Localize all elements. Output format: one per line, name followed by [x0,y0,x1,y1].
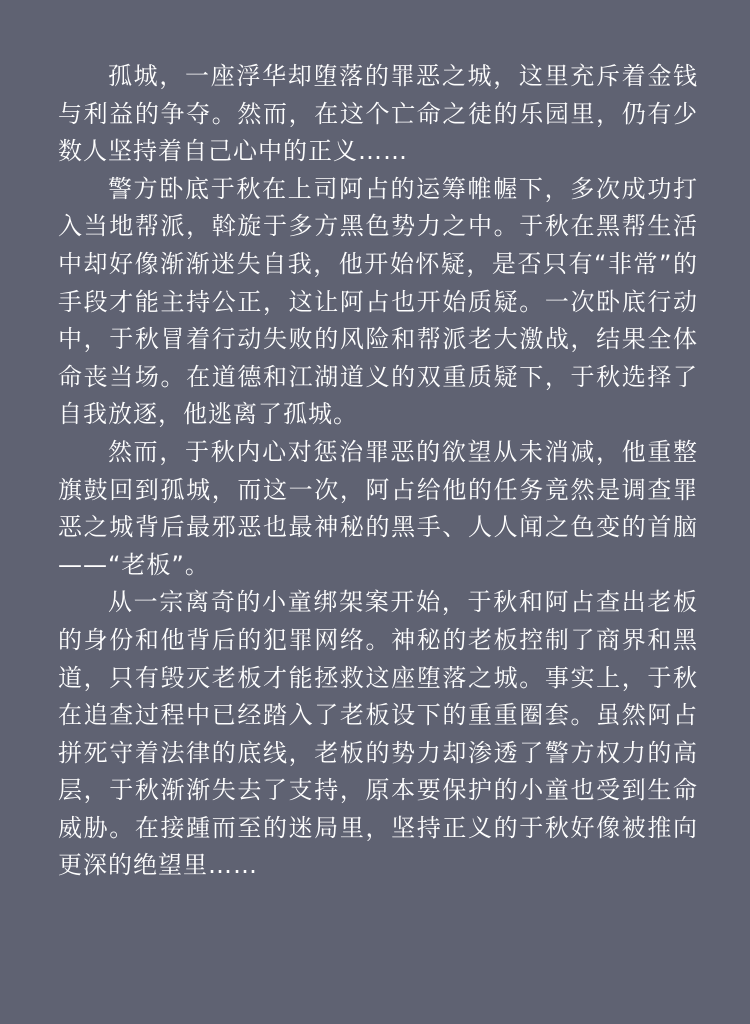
paragraph-return: 然而，于秋内心对惩治罪恶的欲望从未消减，他重整旗鼓回到孤城，而这一次，阿占给他的任务竟然是调查罪恶之城背后最邪恶也最神秘的黑手、人人闻之色变的首脑——“老板”。 [58,437,698,579]
paragraph-intro: 孤城，一座浮华却堕落的罪恶之城，这里充斥着金钱与利益的争夺。然而，在这个亡命之徒的乐园里，仍有少数人坚持着自己心中的正义…… [58,62,698,166]
paragraph-undercover: 警方卧底于秋在上司阿占的运筹帷幄下，多次成功打入当地帮派，斡旋于多方黑色势力之中。于秋在黑帮生活中却好像渐渐迷失自我，他开始怀疑，是否只有“非常”的手段才能主持公正，这让阿占也开始质疑。一次卧底行动中，于秋冒着行动失败的风险和帮派老大激战，结果全体命丧当场。在道德和江湖道义的双重质疑下，于秋选择了自我放逐，他逃离了孤城。 [58,174,698,429]
paragraph-boss: 从一宗离奇的小童绑架案开始，于秋和阿占查出老板的身份和他背后的犯罪网络。神秘的老板控制了商界和黑道，只有毁灭老板才能拯救这座堕落之城。事实上，于秋在追查过程中已经踏入了老板设下的重重圈套。虽然阿占拼死守着法律的底线，老板的势力却渗透了警方权力的高层，于秋渐渐失去了支持，原本要保护的小童也受到生命威胁。在接踵而至的迷局里，坚持正义的于秋好像被推向更深的绝望里…… [58,588,698,880]
article-body [58,58,698,885]
